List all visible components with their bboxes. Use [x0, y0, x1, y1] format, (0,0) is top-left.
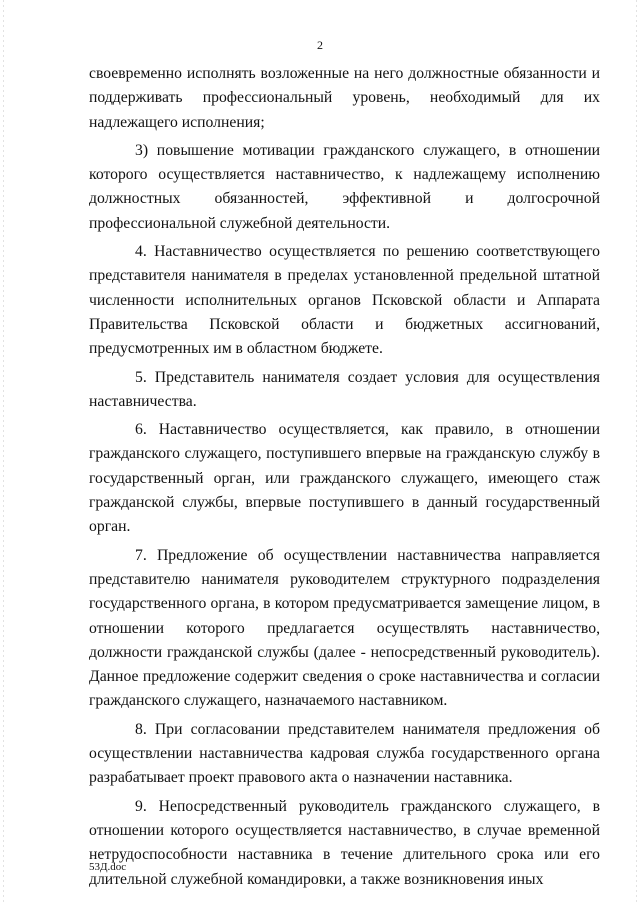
paragraph-item-9: 9. Непосредственный руководитель гражданского служащего, в отношении которого осуществляется наставничество, в случае временной нетрудоспособности наставника в течение длительного срока или его длительной служебной командировки, а также возникновения иных	[89, 797, 600, 888]
paragraph-item-3: 3) повышение мотивации гражданского служащего, в отношении которого осуществляется наставничество, к надлежащему исполнению должностных обязанностей, эффективной и долгосрочной профессиональной служебной деятельности.	[89, 141, 600, 232]
paragraph-item-7: 7. Предложение об осуществлении наставничества направляется представителю нанимателя руководителем структурного подразделения государственного органа, в котором предусматривается замещение лицом, в отношении которого предлагается осуществлять наставничество, должности гражданской службы (далее - непосредственный руководитель). Данное предложение содержит сведения о сроке наставничества и согласии гражданского служащего, назначаемого наставником.	[89, 546, 600, 710]
scan-edge-right	[636, 0, 637, 905]
paragraph-item-4: 4. Наставничество осуществляется по решению соответствующего представителя нанимателя в пределах установленной предельной штатной численности исполнительных органов Псковской области и Аппарата Правительства Псковской области и бюджетных ассигнований, предусмотренных им в областном бюджете.	[89, 243, 600, 358]
paragraph-item-6: 6. Наставничество осуществляется, как правило, в отношении гражданского служащего, поступившего впервые на гражданскую службу в государственный орган, или гражданского служащего, имеющего стаж гражданской службы, впервые поступившего в данный государственный орган.	[89, 421, 600, 536]
paragraph-item-5: 5. Представитель нанимателя создает условия для осуществления наставничества.	[89, 368, 600, 410]
footer-filename: 53Д.doc	[89, 861, 127, 873]
paragraph-item-8: 8. При согласовании представителем нанимателя предложения об осуществлении наставничества кадровая служба государственного органа разрабатывает проект правового акта о назначении наставника.	[89, 720, 600, 787]
scan-edge-left	[3, 0, 4, 905]
document-body	[89, 62, 600, 892]
page-number: 2	[317, 38, 323, 52]
paragraph-continuation: своевременно исполнять возложенные на него должностные обязанности и поддерживать профессиональный уровень, необходимый для их надлежащего исполнения;	[89, 65, 600, 131]
